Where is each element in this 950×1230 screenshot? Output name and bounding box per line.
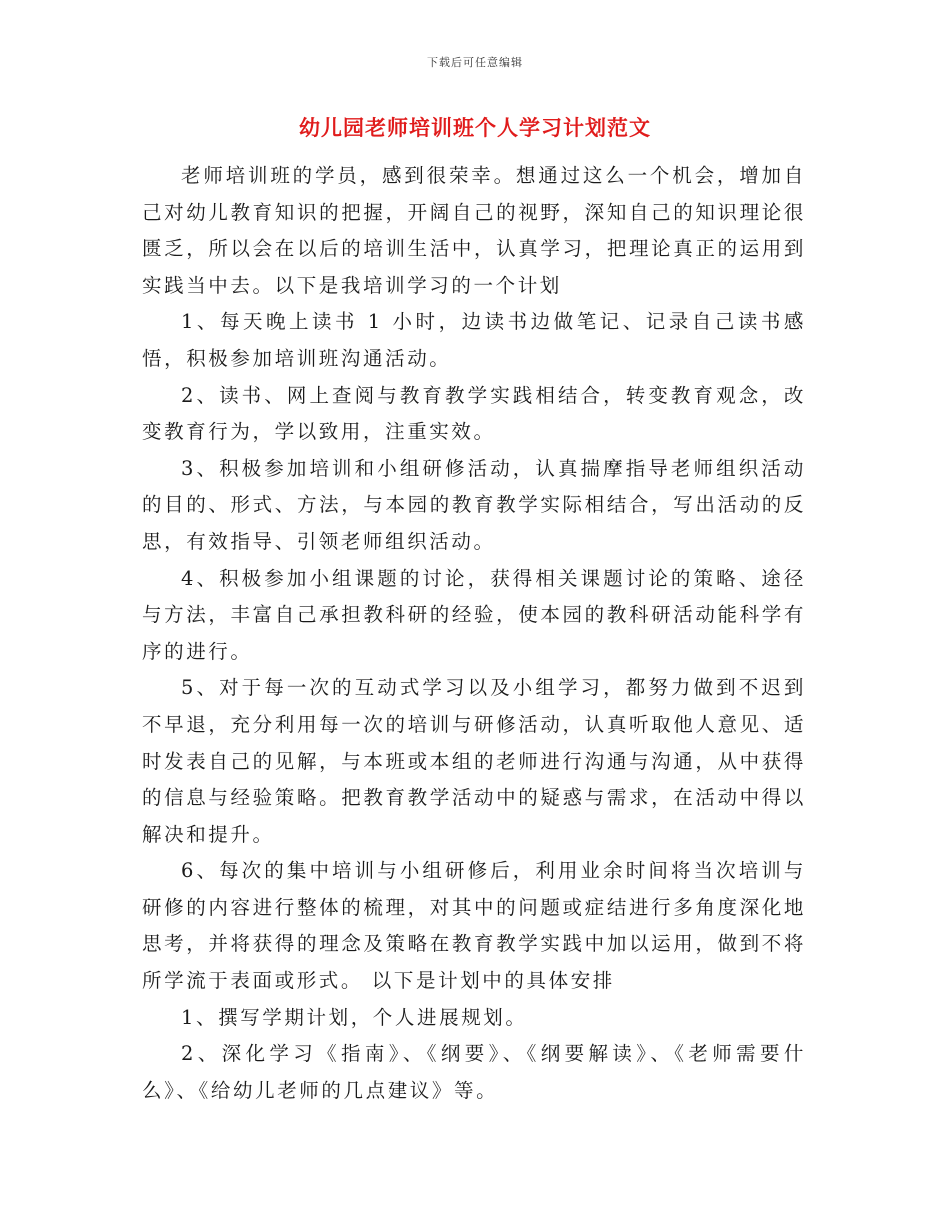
paragraph-item-6: 6、每次的集中培训与小组研修后，利用业余时间将当次培训与研修的内容进行整体的梳理，对其中的问题或症结进行多角度深化地思考，并将获得的理念及策略在教育教学实践中加以运用，做到不将所学流于表面或形式。 以下是计划中的具体安排 (142, 859, 806, 993)
paragraph-item-2: 2、读书、网上查阅与教育教学实践相结合，转变教育观念，改变教育行为，学以致用，注重实效。 (142, 383, 806, 444)
header-note: 下载后可任意编辑 (427, 56, 523, 69)
document-body (142, 158, 806, 1109)
document-title: 幼儿园老师培训班个人学习计划范文 (299, 116, 651, 140)
paragraph-schedule-1: 1、撰写学期计划，个人进展规划。 (181, 1005, 528, 1029)
paragraph-item-1: 1、每天晚上读书 1 小时，边读书边做笔记、记录自己读书感悟，积极参加培训班沟通活动。 (142, 310, 806, 370)
paragraph-item-4: 4、积极参加小组课题的讨论，获得相关课题讨论的策略、途径与方法，丰富自己承担教科研的经验，使本园的教科研活动能科学有序的进行。 (142, 566, 806, 663)
paragraph-intro: 老师培训班的学员，感到很荣幸。想通过这么一个机会，增加自己对幼儿教育知识的把握，开阔自己的视野，深知自己的知识理论很匮乏，所以会在以后的培训生活中，认真学习，把理论真正的运用到实践当中去。以下是我培训学习的一个计划 (142, 164, 806, 297)
paragraph-item-3: 3、积极参加培训和小组研修活动，认真揣摩指导老师组织活动的目的、形式、方法，与本园的教育教学实际相结合，写出活动的反思，有效指导、引领老师组织活动。 (142, 456, 806, 553)
paragraph-item-5: 5、对于每一次的互动式学习以及小组学习，都努力做到不迟到不早退，充分利用每一次的培训与研修活动，认真听取他人意见、适时发表自己的见解，与本班或本组的老师进行沟通与沟通，从中获得的信息与经验策略。把教育教学活动中的疑惑与需求，在活动中得以解决和提升。 (142, 676, 806, 846)
paragraph-schedule-2: 2、深化学习《指南》、《纲要》、《纲要解读》、《老师需要什么》、《给幼儿老师的几点建议》等。 (142, 1042, 806, 1102)
